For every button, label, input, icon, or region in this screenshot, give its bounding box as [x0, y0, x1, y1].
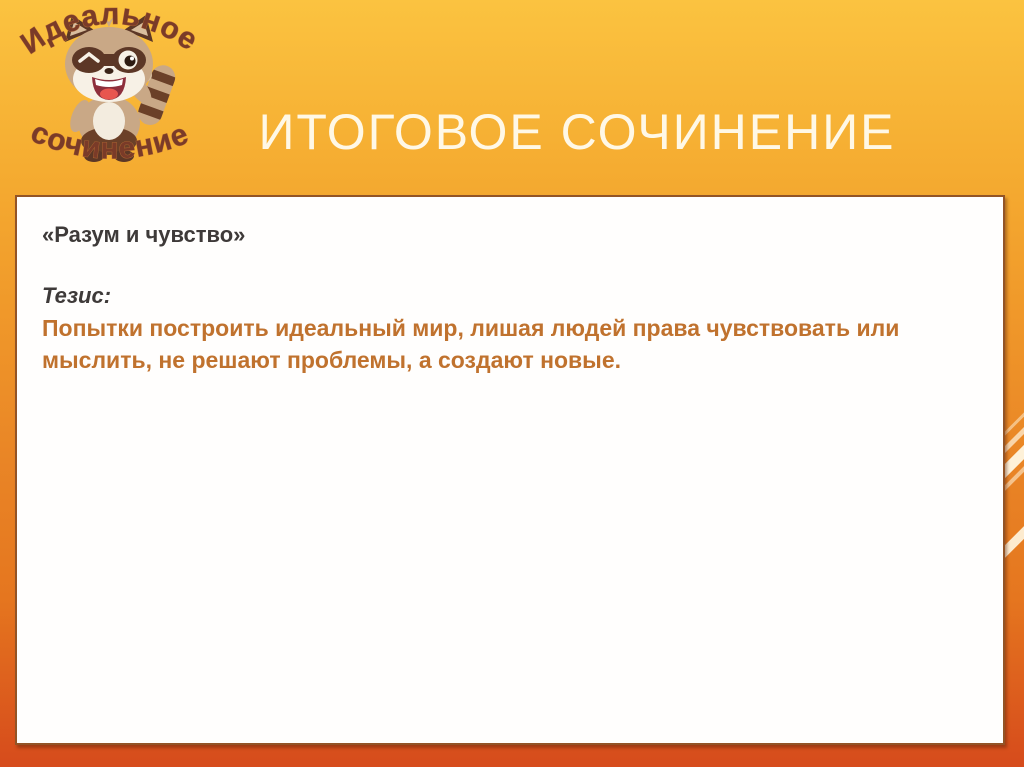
content-box	[15, 195, 1005, 745]
thesis-label: Тезис:	[42, 283, 112, 308]
logo-word-bottom: сочинение	[26, 115, 194, 166]
thesis-text: Попытки построить идеальный мир, лишая людей права чувствовать или мыслить, не решают проблемы, а создают новые.	[42, 315, 900, 373]
slide-title: ИТОГОВОЕ СОЧИНЕНИЕ	[258, 104, 896, 160]
essay-topic: «Разум и чувство»	[42, 222, 246, 247]
logo	[6, 2, 214, 178]
logo-word-top: Идеальное	[15, 2, 205, 61]
